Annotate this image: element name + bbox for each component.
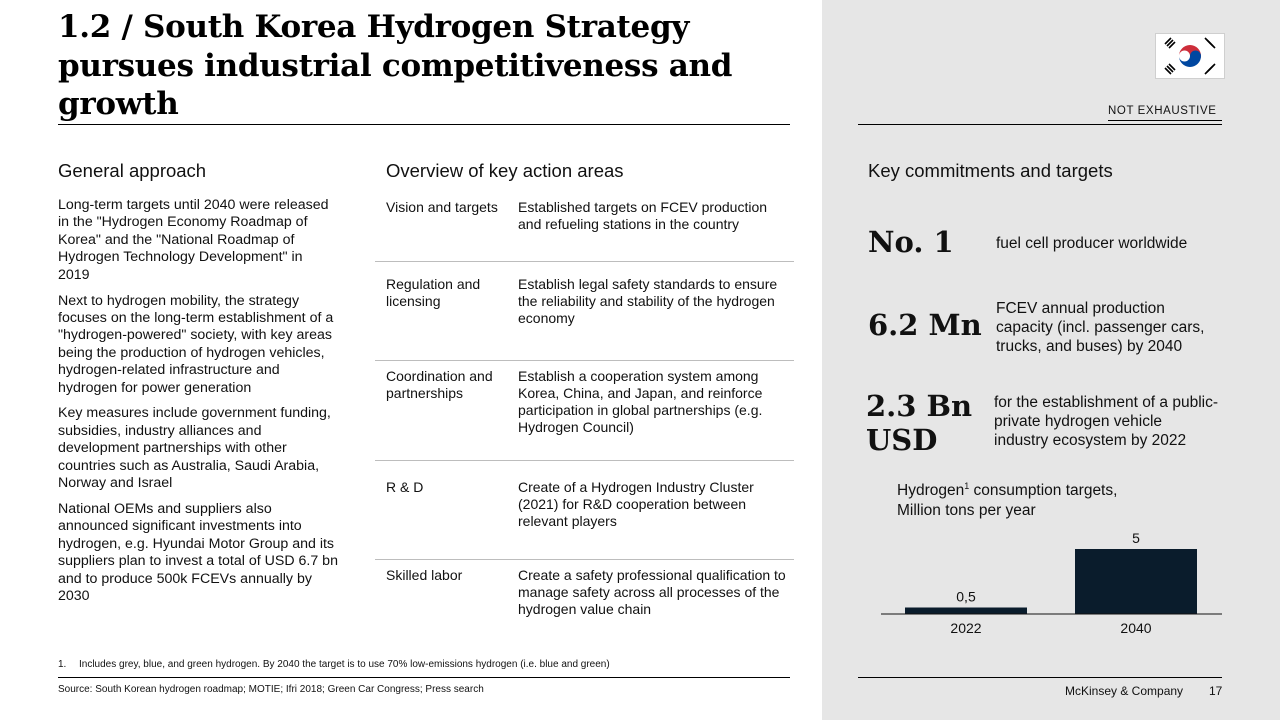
bar-value-label: 0,5 [956,588,976,605]
commitment-value: 2.3 Bn USD [866,389,973,457]
page-number: 17 [1209,684,1223,698]
action-description: Establish legal safety standards to ensure the reliability and stability of the hydrogen economy [518,276,778,326]
commitment-description: fuel cell producer worldwide [996,235,1188,252]
bar-2022 [905,608,1027,615]
footnote-text: Includes grey, blue, and green hydrogen. By 2040 the target is to use 70% low-emissions hydrogen (i.e. blue and green) [79,659,610,670]
row-divider [375,360,794,361]
approach-paragraph: Long-term targets until 2040 were released in the "Hydrogen Economy Roadmap of Korea" and the "National Roadmap of Hydrogen Technology Development" in 2019 [58,197,329,283]
action-description: Create a safety professional qualification to manage safety across all processes of the hydrogen value chain [518,567,786,617]
commitment-description: for the establishment of a public-private hydrogen vehicle industry ecosystem by 2022 [994,394,1219,449]
chart-subtitle: Million tons per year [897,501,1036,519]
action-label: Coordination and partnerships [386,368,493,401]
right-header-divider [858,124,1222,125]
action-description: Create of a Hydrogen Industry Cluster (2021) for R&D cooperation between relevant players [518,479,754,529]
commitment-value: No. 1 [868,225,954,259]
action-areas-heading: Overview of key action areas [386,160,624,181]
approach-paragraph: National OEMs and suppliers also announced significant investments into hydrogen, e.g. Hyundai Motor Group and its suppliers plan to invest a total of USD 6.7 bn and to produce 500k FCEVs annually by 2030 [58,501,338,605]
row-divider [375,460,794,461]
general-approach-text [58,197,338,614]
page-title: 1.2 / South Korea Hydrogen Strategy pursues industrial competitiveness and growth [58,9,733,122]
category-label: 2040 [1120,620,1152,636]
chart-title [897,481,1207,520]
category-label: 2022 [950,620,982,636]
commitments-heading: Key commitments and targets [868,160,1113,181]
general-approach-heading: General approach [58,160,207,181]
bar-value-label: 5 [1132,530,1140,546]
footnote [58,659,610,670]
south-korea-flag-icon [1155,33,1225,79]
not-exhaustive-label: NOT EXHAUSTIVE [1108,105,1217,117]
commitment-description: FCEV annual production capacity (incl. passenger cars, trucks, and buses) by 2040 [996,300,1205,355]
commitment-value: 6.2 Mn [868,308,982,342]
approach-paragraph: Key measures include government funding, subsidies, industry alliances and development partnerships with other countries such as Australia, Saudi Arabia, Norway and Israel [58,405,331,492]
footer-divider [858,677,1222,678]
company-name: McKinsey & Company [1065,684,1184,698]
action-description: Established targets on FCEV production and refueling stations in the country [518,199,768,232]
action-label: Skilled labor [386,567,463,583]
hydrogen-consumption-chart [870,528,1230,643]
footer-divider [58,677,790,678]
action-label: R & D [386,479,424,495]
approach-paragraph: Next to hydrogen mobility, the strategy focuses on the long-term establishment of a "hydrogen-powered" society, with key areas being the production of hydrogen vehicles, hydrogen-related infrastructure and hydrogen for power generation [58,292,334,396]
source-text: Source: South Korean hydrogen roadmap; MOTIE; Ifri 2018; Green Car Congress; Press search [58,684,484,695]
footnote-number: 1. [58,659,67,670]
footnote-marker: 1 [964,480,970,491]
row-divider [375,261,794,262]
chart-title-rest: consumption targets, [969,482,1118,499]
row-divider [375,559,794,560]
title-divider [58,124,790,125]
action-description: Establish a cooperation system among Korea, China, and Japan, and reinforce participation in global partnerships (e.g. Hydrogen Council) [518,368,763,435]
action-label: Vision and targets [386,199,498,215]
action-label: Regulation and licensing [386,276,481,309]
label-underline [1108,120,1222,121]
chart-title-main: Hydrogen [897,482,965,499]
bar-2040 [1075,549,1197,614]
